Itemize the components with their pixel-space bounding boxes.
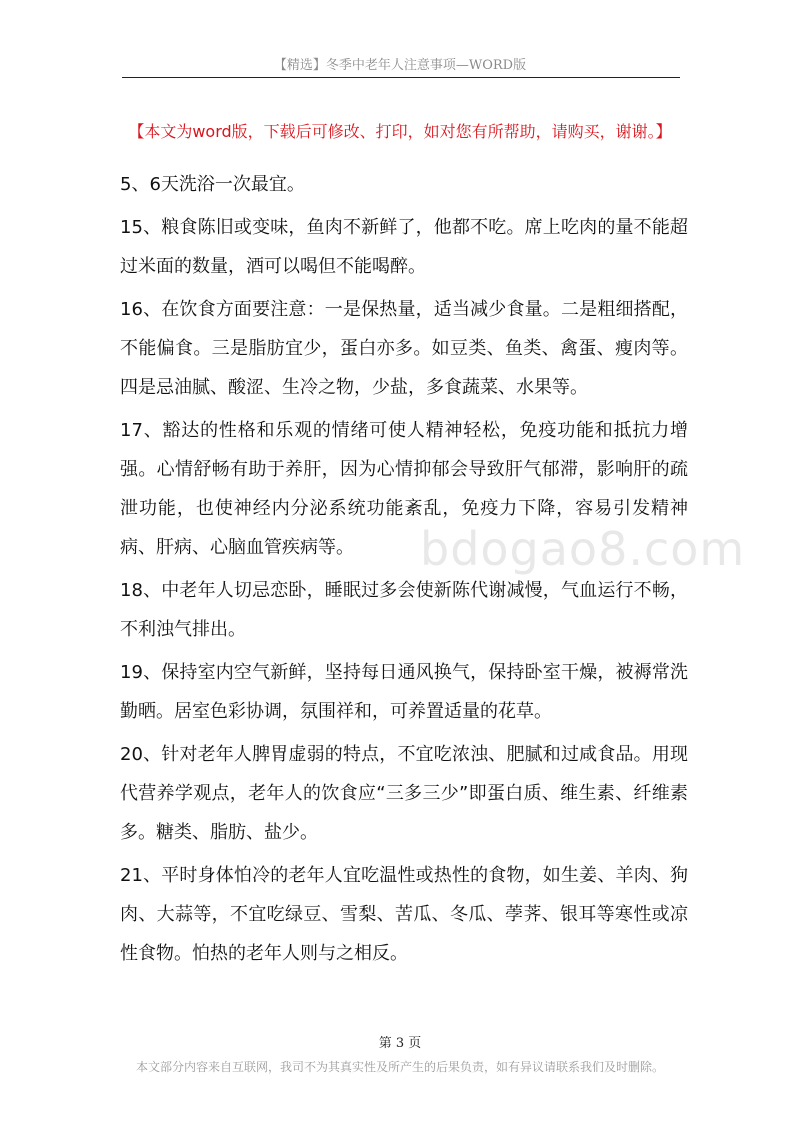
- paragraph-20: 20、针对老年人脾胃虚弱的特点，不宜吃浓浊、肥腻和过咸食品。用现代营养学观点，老年人的饮食应“三多三少”即蛋白质、维生素、纤维素多。糖类、脂肪、盐少。: [120, 744, 688, 843]
- footer-disclaimer: 本文部分内容来自互联网，我司不为其真实性及所产生的后果负责，如有异议请联系我们及时删除。: [135, 1060, 664, 1074]
- paragraph-bath: 5、6天洗浴一次最宜。: [120, 174, 305, 195]
- paragraph-15: 15、粮食陈旧或变味，鱼肉不新鲜了，他都不吃。席上吃肉的量不能超过米面的数量，酒可以喝但不能喝醉。: [120, 217, 688, 277]
- paragraph-21: 21、平时身体怕冷的老年人宜吃温性或热性的食物，如生姜、羊肉、狗肉、大蒜等，不宜吃绿豆、雪梨、苦瓜、冬瓜、荸荠、银耳等寒性或凉性食物。怕热的老年人则与之相反。: [120, 865, 688, 964]
- paragraph-19: 19、保持室内空气新鲜，坚持每日通风换气，保持卧室干燥，被褥常洗勤晒。居室色彩协调，氛围祥和，可养置适量的花草。: [120, 662, 688, 722]
- site-watermark: bdogao8.com: [420, 522, 746, 576]
- download-notice: 【本文为word版，下载后可修改、打印，如对您有所帮助，请购买，谢谢。】: [128, 122, 672, 141]
- header-divider: [122, 77, 680, 78]
- page-number: 第 3 页: [378, 1036, 422, 1051]
- paragraph-16: 16、在饮食方面要注意：一是保热量，适当减少食量。二是粗细搭配，不能偏食。三是脂肪宜少，蛋白亦多。如豆类、鱼类、禽蛋、瘦肉等。四是忌油腻、酸涩、生冷之物，少盐，多食蔬菜、水果等。: [120, 299, 688, 398]
- document-header-title: 【精选】冬季中老年人注意事项—WORD版: [273, 58, 527, 73]
- paragraph-18: 18、中老年人切忌恋卧，睡眠过多会使新陈代谢减慢，气血运行不畅，不利浊气排出。: [120, 580, 688, 640]
- paragraph-17: 17、豁达的性格和乐观的情绪可使人精神轻松，免疫功能和抵抗力增强。心情舒畅有助于养肝，因为心情抑郁会导致肝气郁滞，影响肝的疏泄功能，也使神经内分泌系统功能紊乱，免疫力下降，容易引发精神病、肝病、心脑血管疾病等。: [120, 420, 688, 558]
